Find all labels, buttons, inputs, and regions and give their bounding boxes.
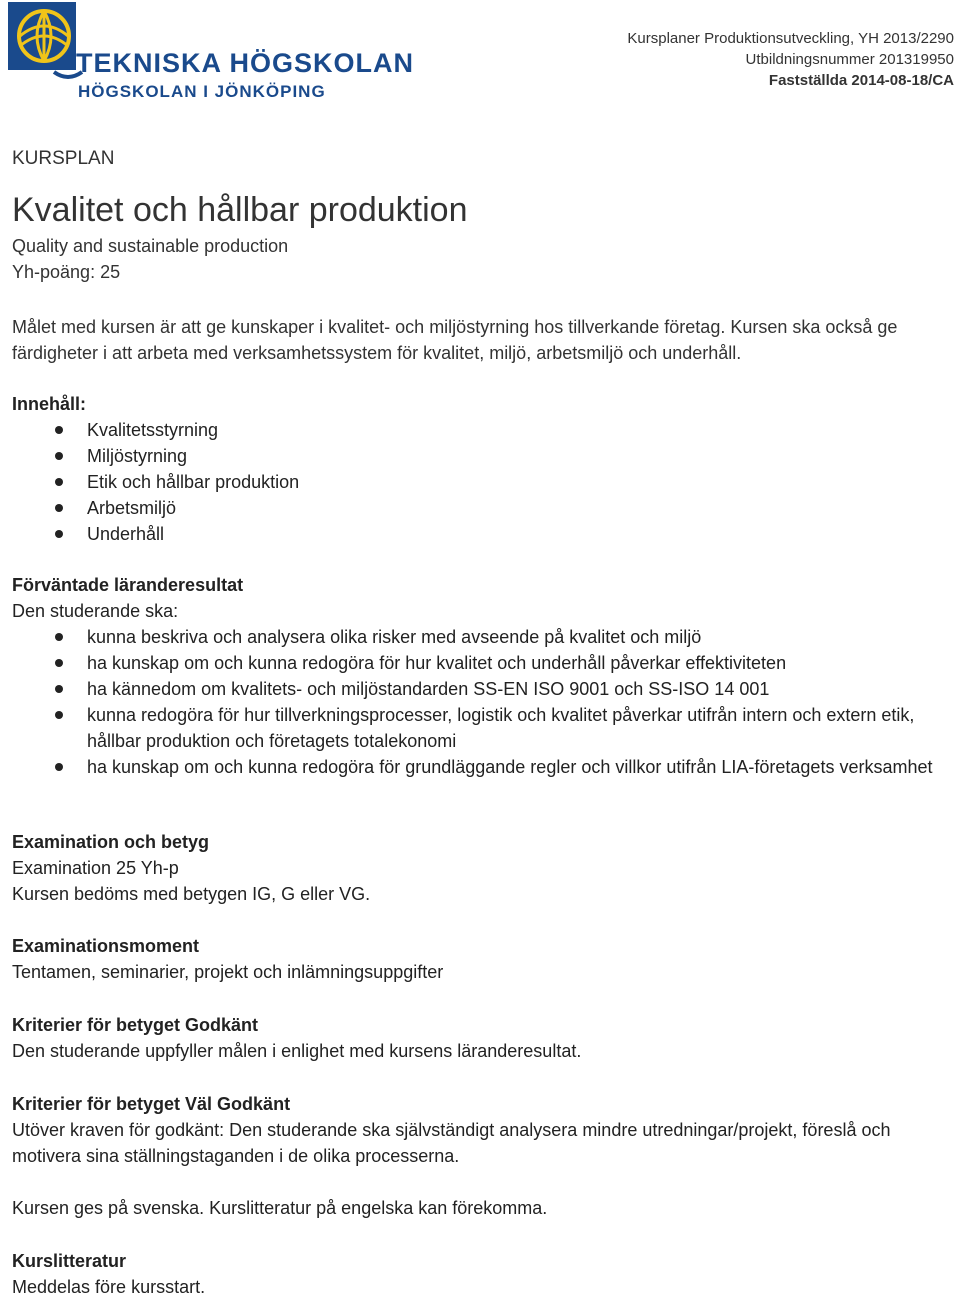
list-item xyxy=(12,443,952,469)
outcomes-section xyxy=(12,572,952,780)
moments-heading: Examinationsmoment xyxy=(12,936,200,956)
literature-section xyxy=(12,1248,952,1300)
list-item xyxy=(12,495,952,521)
exam-line-1: Examination 25 Yh-p xyxy=(12,858,179,878)
bullet-icon xyxy=(55,685,63,693)
bullet-icon xyxy=(55,711,63,719)
exam-section xyxy=(12,829,952,907)
outcomes-list xyxy=(12,624,952,780)
document-header xyxy=(627,28,954,91)
vg-criteria-section xyxy=(12,1091,952,1169)
language-section xyxy=(12,1195,952,1221)
bullet-icon xyxy=(55,452,63,460)
list-item-text: Kvalitetsstyrning xyxy=(87,420,219,440)
exam-heading: Examination och betyg xyxy=(12,832,210,852)
list-item xyxy=(12,754,952,780)
bullet-icon xyxy=(55,426,63,434)
list-item-text: ha kunskap om och kunna redogöra för hur kvalitet och underhåll påverkar effektiviteten xyxy=(87,653,787,673)
list-item-text: Etik och hållbar produktion xyxy=(87,472,300,492)
bullet-icon xyxy=(55,504,63,512)
content-list xyxy=(12,417,952,547)
literature-heading: Kurslitteratur xyxy=(12,1251,127,1271)
language-text: Kursen ges på svenska. Kurslitteratur på engelska kan förekomma. xyxy=(12,1198,548,1218)
literature-text: Meddelas före kursstart. xyxy=(12,1277,206,1297)
outcomes-lead: Den studerande ska: xyxy=(12,601,179,621)
header-line-3: Fastställda 2014-08-18/CA xyxy=(768,72,954,89)
course-title-english: Quality and sustainable production xyxy=(12,236,289,256)
bullet-icon xyxy=(55,478,63,486)
list-item xyxy=(12,469,952,495)
bullet-icon xyxy=(55,659,63,667)
exam-line-2: Kursen bedöms med betygen IG, G eller VG. xyxy=(12,884,371,904)
moments-section xyxy=(12,933,952,985)
g-criteria-text: Den studerande uppfyller målen i enlighet med kursens läranderesultat. xyxy=(12,1041,582,1061)
list-item-text: kunna redogöra för hur tillverkningsprocesser, logistik och kvalitet påverkar utifrån intern och extern etik, hållbar produktion och företagets totalekonomi xyxy=(87,705,915,751)
bullet-icon xyxy=(55,633,63,641)
list-item-text: Arbetsmiljö xyxy=(87,498,177,518)
university-logo xyxy=(8,2,415,102)
g-criteria-section xyxy=(12,1012,952,1064)
bullet-icon xyxy=(55,530,63,538)
vg-criteria-heading: Kriterier för betyget Väl Godkänt xyxy=(12,1094,291,1114)
bullet-icon xyxy=(55,763,63,771)
list-item-text: ha kännedom om kvalitets- och miljöstandarden SS-EN ISO 9001 och SS-ISO 14 001 xyxy=(87,679,770,699)
list-item xyxy=(12,521,952,547)
content-heading: Innehåll: xyxy=(12,394,87,414)
course-points: Yh-poäng: 25 xyxy=(12,262,121,282)
list-item-text: Underhåll xyxy=(87,524,165,544)
list-item xyxy=(12,702,952,754)
course-intro: Målet med kursen är att ge kunskaper i kvalitet- och miljöstyrning hos tillverkande företag. Kursen ska också ge färdigheter i att arbeta med verksamhetssystem för kvalitet, miljö, arbetsmiljö och underhåll. xyxy=(12,317,898,363)
list-item xyxy=(12,676,952,702)
logo-emblem-icon xyxy=(8,2,415,102)
outcomes-heading: Förväntade läranderesultat xyxy=(12,575,244,595)
list-item xyxy=(12,624,952,650)
course-title: Kvalitet och hållbar produktion xyxy=(12,191,468,229)
header-line-1: Kursplaner Produktionsutveckling, YH 2013/2290 xyxy=(627,30,954,47)
g-criteria-heading: Kriterier för betyget Godkänt xyxy=(12,1015,259,1035)
list-item-text: kunna beskriva och analysera olika risker med avseende på kvalitet och miljö xyxy=(87,627,702,647)
list-item xyxy=(12,417,952,443)
content-section xyxy=(12,391,952,547)
list-item-text: ha kunskap om och kunna redogöra för grundläggande regler och villkor utifrån LIA-företagets verksamhet xyxy=(87,757,933,777)
logo-sub: HÖGSKOLAN I JÖNKÖPING xyxy=(78,82,326,101)
document-type: KURSPLAN xyxy=(12,148,115,169)
list-item xyxy=(12,650,952,676)
moments-text: Tentamen, seminarier, projekt och inlämningsuppgifter xyxy=(12,962,444,982)
header-line-2: Utbildningsnummer 201319950 xyxy=(745,51,954,68)
list-item-text: Miljöstyrning xyxy=(87,446,188,466)
logo-name: TEKNISKA HÖGSKOLAN xyxy=(76,48,415,78)
vg-criteria-text: Utöver kraven för godkänt: Den studerande ska självständigt analysera mindre utredningar/projekt, föreslå och motivera sina ställningstaganden i de olika processerna. xyxy=(12,1120,891,1166)
